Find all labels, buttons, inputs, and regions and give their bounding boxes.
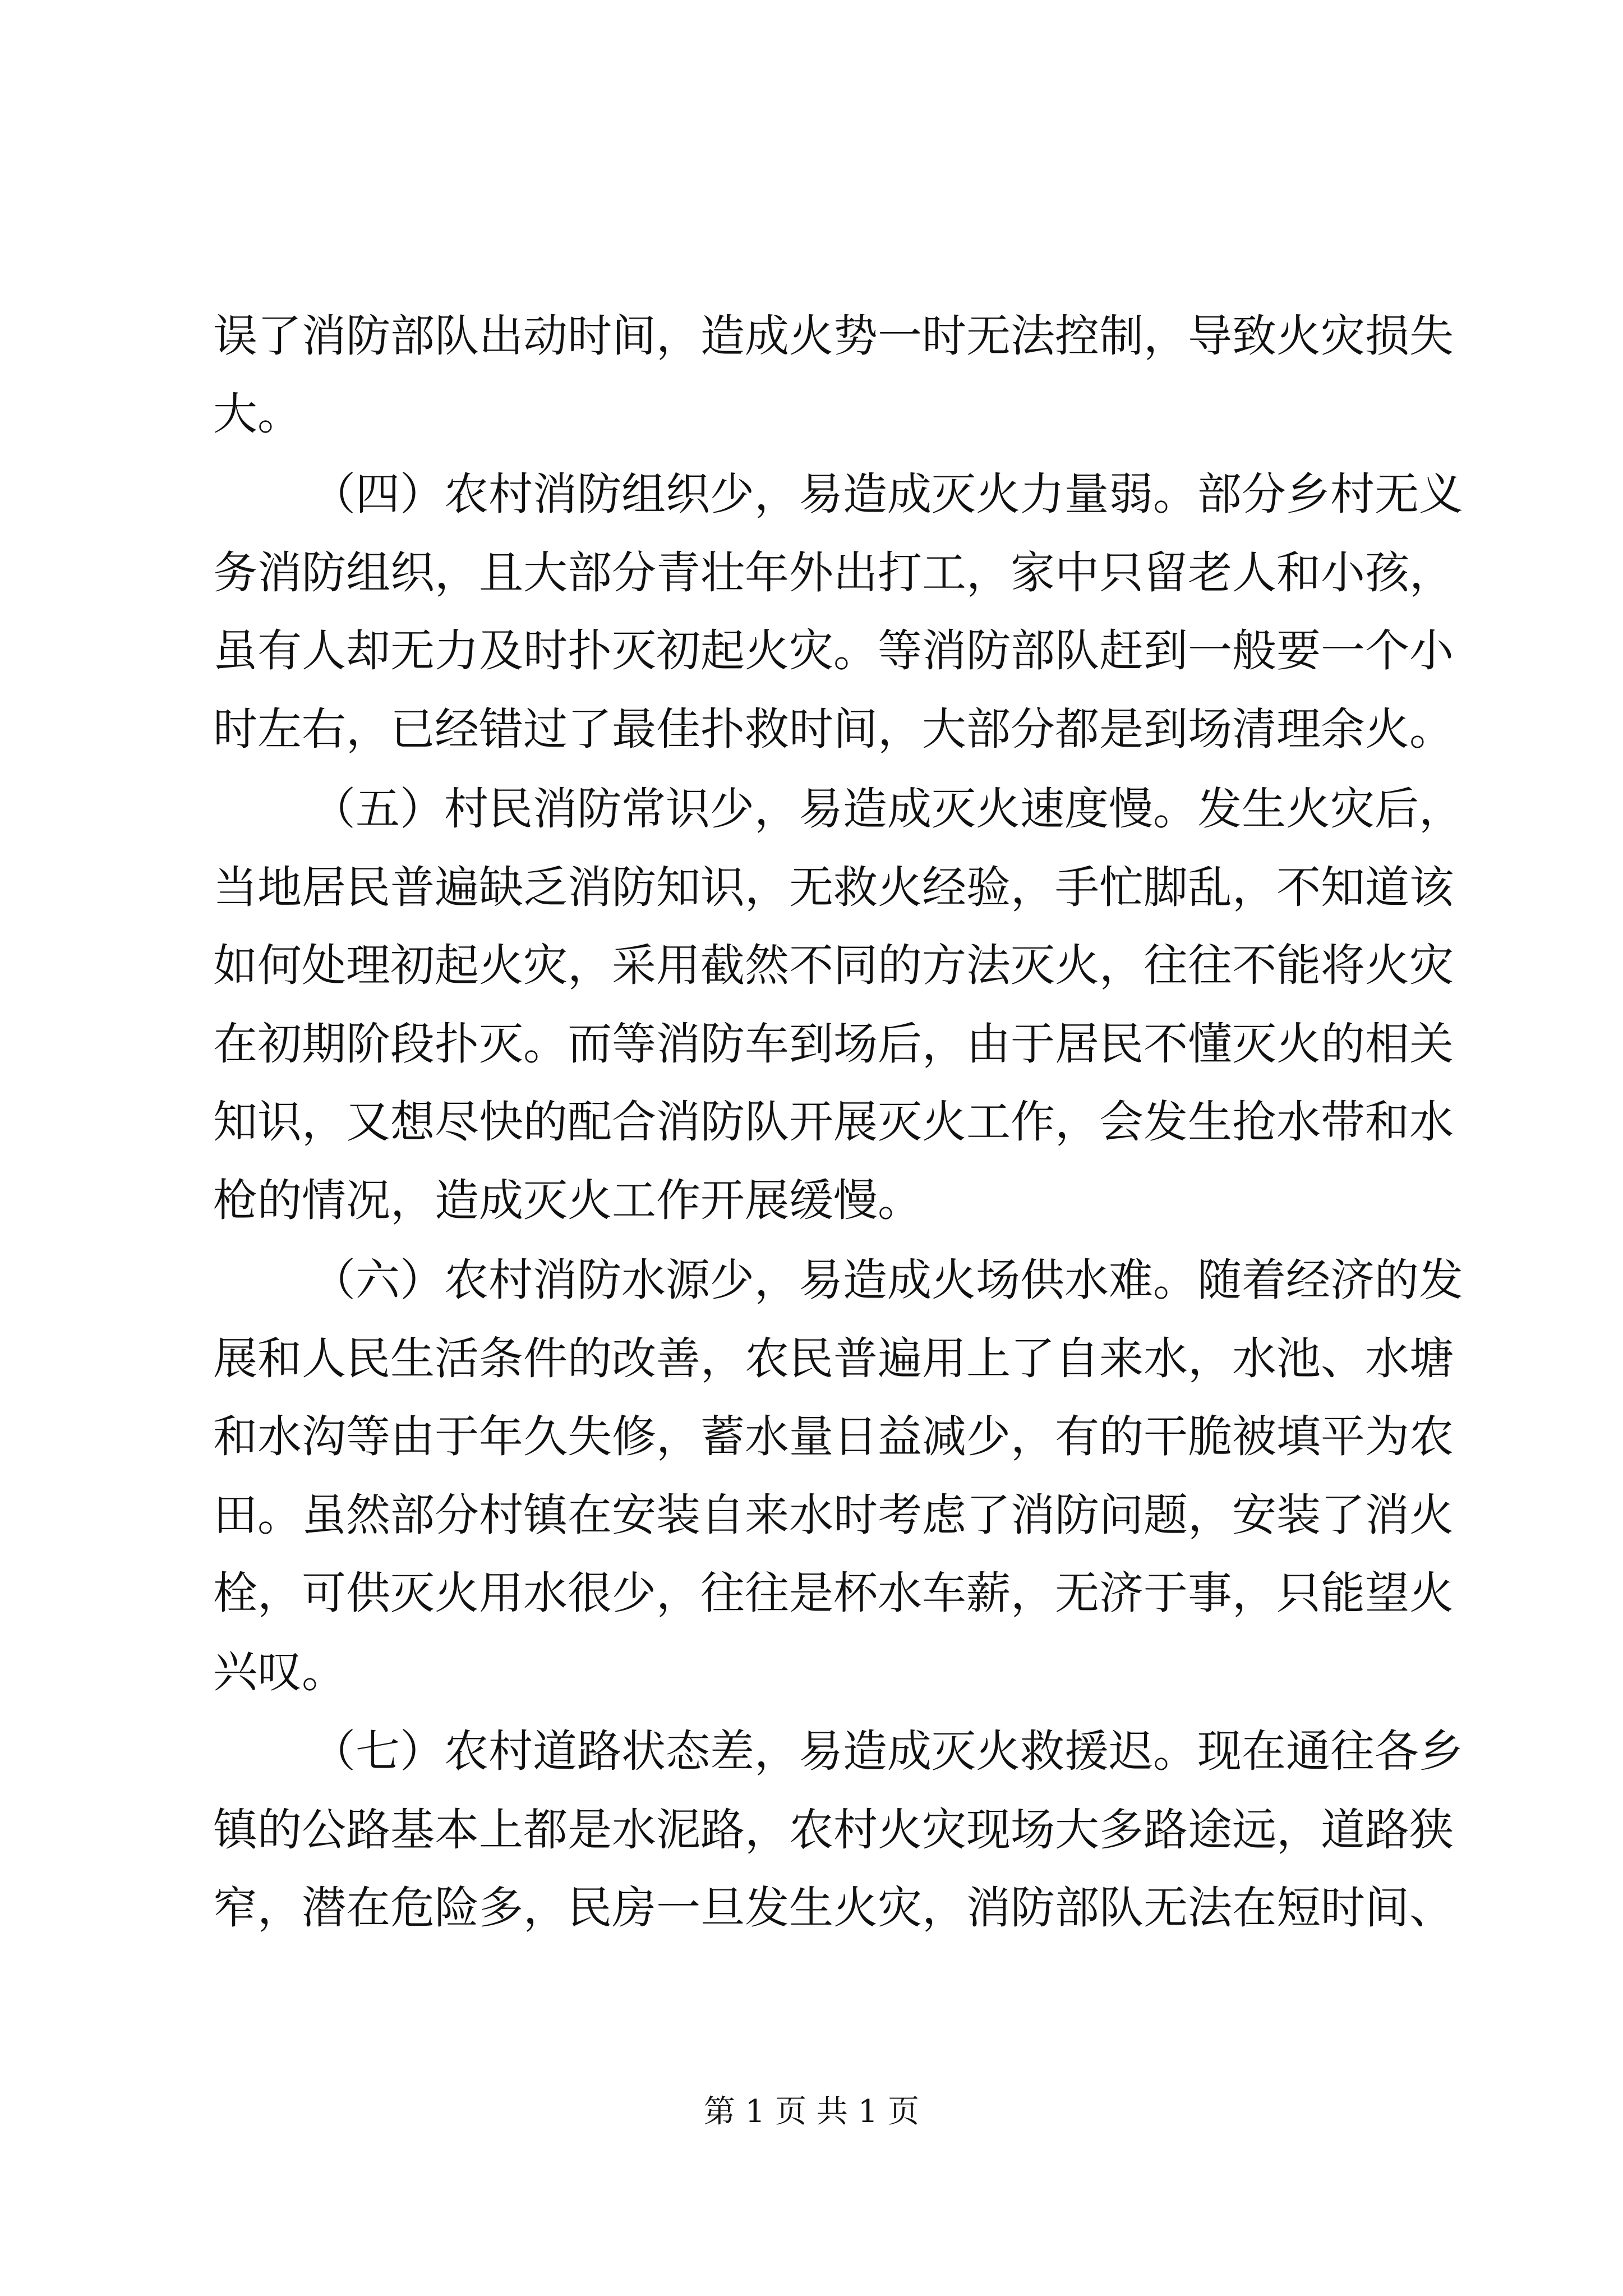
text-line: 误了消防部队出动时间，造成火势一时无法控制，导致火灾损失 xyxy=(213,310,1454,362)
text-line: （六）农村消防水源少，易造成火场供水难。随着经济的发 xyxy=(311,1254,1463,1306)
text-line: 田。虽然部分村镇在安装自来水时考虑了消防问题，安装了消火 xyxy=(213,1489,1454,1541)
text-line: 枪的情况，造成灭火工作开展缓慢。 xyxy=(213,1175,922,1226)
text-line: （五）村民消防常识少，易造成灭火速度慢。发生火灾后， xyxy=(311,783,1463,835)
text-line: （四）农村消防组织少，易造成灭火力量弱。部分乡村无义 xyxy=(311,468,1463,520)
text-line: 当地居民普遍缺乏消防知识，无救火经验，手忙脚乱，不知道该 xyxy=(213,862,1454,913)
text-line: 在初期阶段扑灭。而等消防车到场后，由于居民不懂灭火的相关 xyxy=(213,1018,1454,1070)
text-line: 务消防组织，且大部分青壮年外出打工，家中只留老人和小孩， xyxy=(213,547,1454,599)
text-line: 和水沟等由于年久失修，蓄水量日益减少，有的干脆被填平为农 xyxy=(213,1411,1454,1462)
text-line: 虽有人却无力及时扑灭初起火灾。等消防部队赶到一般要一个小 xyxy=(213,625,1454,677)
text-line: 镇的公路基本上都是水泥路，农村火灾现场大多路途远，道路狭 xyxy=(213,1804,1454,1856)
text-line: 窄，潜在危险多，民房一旦发生火灾，消防部队无法在短时间、 xyxy=(213,1882,1454,1934)
text-line: （七）农村道路状态差，易造成灭火救援迟。现在通往各乡 xyxy=(311,1726,1463,1777)
text-line: 兴叹。 xyxy=(213,1646,346,1697)
text-line: 大。 xyxy=(213,388,302,440)
page-footer: 第 1 页 共 1 页 xyxy=(703,2093,920,2130)
text-line: 知识，又想尽快的配合消防队开展灭火工作，会发生抢水带和水 xyxy=(213,1096,1454,1148)
text-line: 如何处理初起火灾，采用截然不同的方法灭火，往往不能将火灾 xyxy=(213,940,1454,991)
text-line: 栓，可供灭火用水很少，往往是杯水车薪，无济于事，只能望火 xyxy=(213,1567,1454,1619)
text-line: 展和人民生活条件的改善，农民普遍用上了自来水，水池、水塘 xyxy=(213,1333,1454,1384)
text-line: 时左右，已经错过了最佳扑救时间，大部分都是到场清理余火。 xyxy=(213,703,1454,755)
